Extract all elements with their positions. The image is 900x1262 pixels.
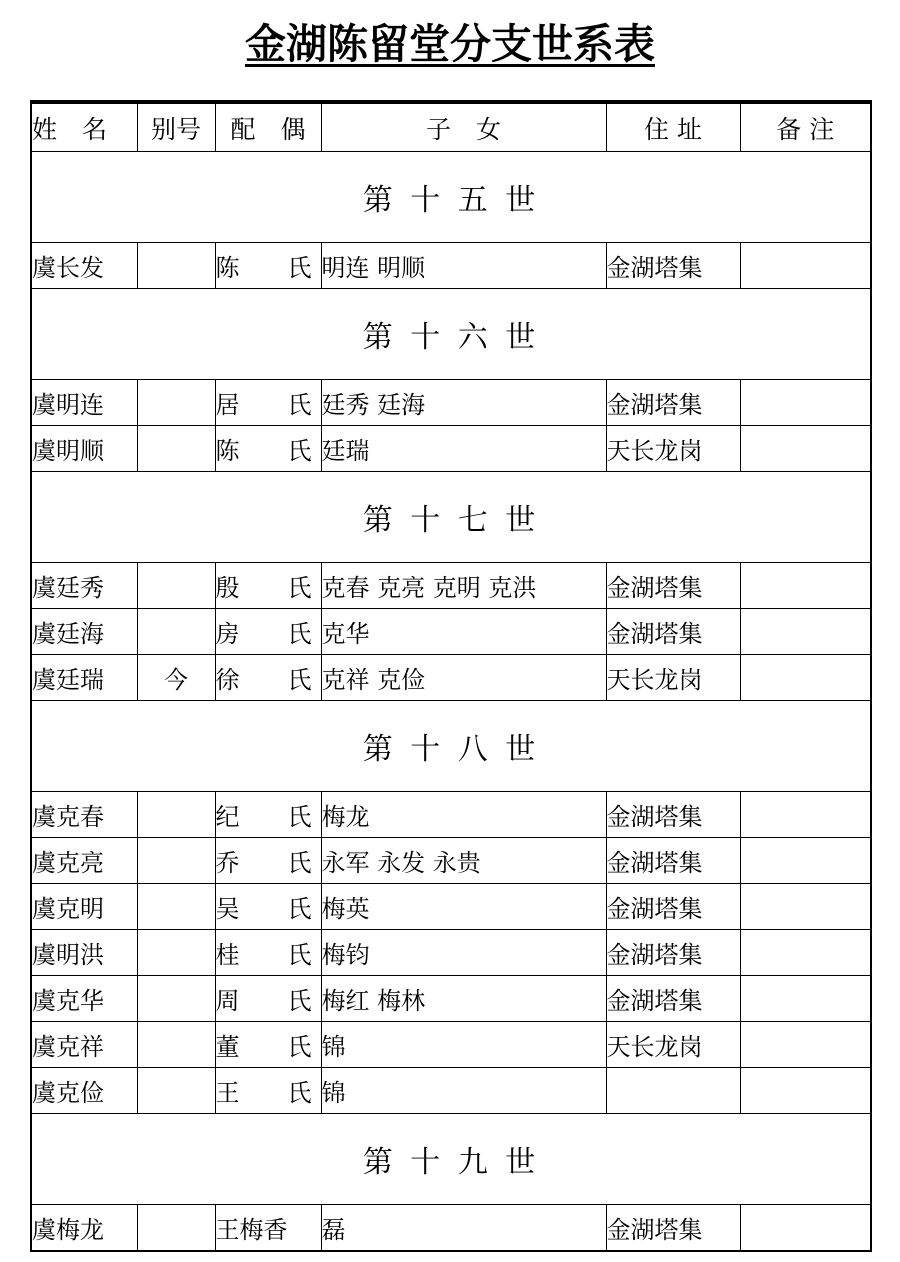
member-spouse: 殷 氏 — [215, 563, 321, 609]
member-name: 虞长发 — [31, 243, 137, 289]
member-address: 天长龙岗 — [606, 655, 740, 701]
member-spouse: 王 氏 — [215, 1068, 321, 1114]
table-row — [31, 655, 871, 701]
member-address: 金湖塔集 — [606, 930, 740, 976]
member-spouse: 房 氏 — [215, 609, 321, 655]
member-remarks — [740, 838, 871, 884]
member-name: 虞明连 — [31, 380, 137, 426]
table-row — [31, 380, 871, 426]
header-spouse: 配 偶 — [215, 102, 321, 152]
member-address: 金湖塔集 — [606, 380, 740, 426]
member-alias — [137, 930, 215, 976]
member-remarks — [740, 243, 871, 289]
member-children: 克祥 克俭 — [321, 655, 606, 701]
member-remarks — [740, 426, 871, 472]
table-row — [31, 1068, 871, 1114]
generation-label: 第 十 五 世 — [362, 183, 540, 218]
member-children: 克春 克亮 克明 克洪 — [321, 563, 606, 609]
member-spouse: 吴 氏 — [215, 884, 321, 930]
member-spouse: 陈 氏 — [215, 243, 321, 289]
member-remarks — [740, 380, 871, 426]
member-spouse: 桂 氏 — [215, 930, 321, 976]
member-address: 金湖塔集 — [606, 243, 740, 289]
member-name: 虞克俭 — [31, 1068, 137, 1114]
member-alias — [137, 838, 215, 884]
generation-cell — [31, 1114, 871, 1205]
table-body — [31, 152, 871, 1252]
member-address: 金湖塔集 — [606, 976, 740, 1022]
member-spouse: 董 氏 — [215, 1022, 321, 1068]
member-name: 虞廷海 — [31, 609, 137, 655]
member-address: 金湖塔集 — [606, 792, 740, 838]
member-spouse: 乔 氏 — [215, 838, 321, 884]
member-children: 磊 — [321, 1205, 606, 1252]
genealogy-table — [30, 100, 872, 1252]
member-name: 虞梅龙 — [31, 1205, 137, 1252]
table-row — [31, 243, 871, 289]
member-alias — [137, 609, 215, 655]
generation-row — [31, 472, 871, 563]
header-remarks: 备 注 — [740, 102, 871, 152]
member-remarks — [740, 884, 871, 930]
member-address: 金湖塔集 — [606, 563, 740, 609]
member-remarks — [740, 1068, 871, 1114]
member-spouse: 居 氏 — [215, 380, 321, 426]
member-remarks — [740, 1205, 871, 1252]
title-text: 金湖陈留堂分支世系表 — [245, 20, 655, 68]
member-alias — [137, 243, 215, 289]
member-children: 廷瑞 — [321, 426, 606, 472]
member-remarks — [740, 563, 871, 609]
table-row — [31, 609, 871, 655]
member-alias — [137, 1205, 215, 1252]
member-children: 梅龙 — [321, 792, 606, 838]
member-name: 虞廷秀 — [31, 563, 137, 609]
generation-label: 第 十 六 世 — [362, 320, 540, 355]
member-remarks — [740, 792, 871, 838]
member-alias — [137, 426, 215, 472]
member-remarks — [740, 930, 871, 976]
member-alias — [137, 1068, 215, 1114]
member-children: 梅英 — [321, 884, 606, 930]
generation-row — [31, 1114, 871, 1205]
table-row — [31, 976, 871, 1022]
generation-cell — [31, 289, 871, 380]
document-title — [0, 18, 900, 70]
member-alias — [137, 563, 215, 609]
member-spouse: 徐 氏 — [215, 655, 321, 701]
member-address: 金湖塔集 — [606, 884, 740, 930]
member-children: 梅钧 — [321, 930, 606, 976]
member-address — [606, 1068, 740, 1114]
member-name: 虞克春 — [31, 792, 137, 838]
generation-label: 第 十 九 世 — [362, 1145, 540, 1180]
member-name: 虞克明 — [31, 884, 137, 930]
member-children: 克华 — [321, 609, 606, 655]
member-address: 金湖塔集 — [606, 1205, 740, 1252]
member-spouse: 周 氏 — [215, 976, 321, 1022]
table-row — [31, 1205, 871, 1252]
member-name: 虞明顺 — [31, 426, 137, 472]
member-name: 虞克亮 — [31, 838, 137, 884]
generation-cell — [31, 472, 871, 563]
member-address: 金湖塔集 — [606, 838, 740, 884]
generation-label: 第 十 八 世 — [362, 732, 540, 767]
table-row — [31, 884, 871, 930]
generation-row — [31, 701, 871, 792]
member-children: 梅红 梅林 — [321, 976, 606, 1022]
member-spouse: 陈 氏 — [215, 426, 321, 472]
member-name: 虞廷瑞 — [31, 655, 137, 701]
generation-row — [31, 289, 871, 380]
member-children: 廷秀 廷海 — [321, 380, 606, 426]
table-row — [31, 563, 871, 609]
member-alias — [137, 1022, 215, 1068]
member-alias: 今 — [137, 655, 215, 701]
table-row — [31, 838, 871, 884]
generation-row — [31, 152, 871, 243]
member-children: 锦 — [321, 1022, 606, 1068]
member-children: 明连 明顺 — [321, 243, 606, 289]
header-row — [31, 102, 871, 152]
member-alias — [137, 380, 215, 426]
member-name: 虞克祥 — [31, 1022, 137, 1068]
member-remarks — [740, 655, 871, 701]
header-address: 住 址 — [606, 102, 740, 152]
member-spouse: 纪 氏 — [215, 792, 321, 838]
table-row — [31, 1022, 871, 1068]
member-remarks — [740, 1022, 871, 1068]
member-alias — [137, 884, 215, 930]
table-row — [31, 426, 871, 472]
table-row — [31, 930, 871, 976]
member-alias — [137, 792, 215, 838]
header-children: 子 女 — [321, 102, 606, 152]
generation-label: 第 十 七 世 — [362, 503, 540, 538]
member-name: 虞克华 — [31, 976, 137, 1022]
member-address: 天长龙岗 — [606, 426, 740, 472]
member-alias — [137, 976, 215, 1022]
member-spouse: 王梅香 — [215, 1205, 321, 1252]
generation-cell — [31, 701, 871, 792]
member-address: 天长龙岗 — [606, 1022, 740, 1068]
header-name: 姓 名 — [31, 102, 137, 152]
member-remarks — [740, 609, 871, 655]
member-children: 永军 永发 永贵 — [321, 838, 606, 884]
generation-cell — [31, 152, 871, 243]
member-children: 锦 — [321, 1068, 606, 1114]
member-remarks — [740, 976, 871, 1022]
member-address: 金湖塔集 — [606, 609, 740, 655]
member-name: 虞明洪 — [31, 930, 137, 976]
table-row — [31, 792, 871, 838]
header-alias: 别号 — [137, 102, 215, 152]
